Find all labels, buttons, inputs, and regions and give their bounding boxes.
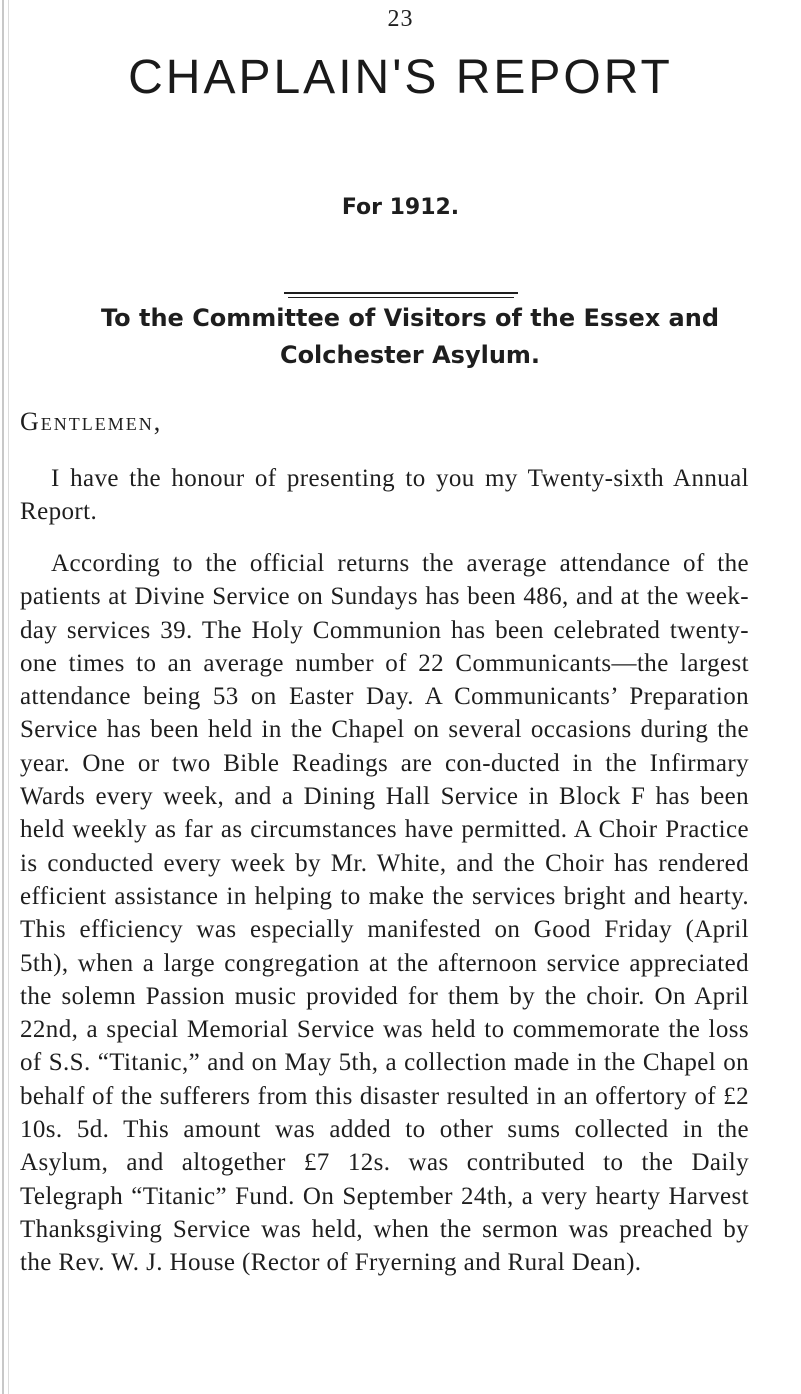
salutation: Gentlemen, [20,407,163,436]
separator-rule-thick [284,292,518,294]
address-line: To the Committee of Visitors of the Essex and Colchester Asylum. [100,304,720,369]
report-title: CHAPLAIN'S REPORT [128,51,673,104]
report-subtitle: For 1912. [341,195,460,220]
page-number: 23 [387,6,414,32]
separator-rule-thin [288,297,514,298]
paragraph-intro: I have the honour of presenting to you my Twenty-sixth Annual Report. [20,465,749,526]
paragraph-body: According to the official returns the average attendance of the patients at Divine Service on Sundays has been 486, and at the week-day services 39. The Holy Communion has been celebrated twenty-one times to an average number of 22 Communicants—the largest attendance being 53 on Easter Day. A Communicants’ Preparation Service has been held in the Chapel on several occasions during the year. One or two Bible Readings are con-ducted in the Infirmary Wards every week, and a Dining Hall Service in Block F has been held weekly as far as circumstances have permitted. A Choir Practice is conducted every week by Mr. White, and the Choir has rendered efficient assistance in helping to make the services bright and hearty. This efficiency was especially manifested on Good Friday (April 5th), when a large congregation at the afternoon service appreciated the solemn Passion music provided for them by the choir. On April 22nd, a special Memorial Service was held to commemorate the loss of S.S. “Titanic,” and on May 5th, a collection made in the Chapel on behalf of the sufferers from this disaster resulted in an offertory of £2 10s. 5d. This amount was added to other sums collected in the Asylum, and altogether £7 12s. was contributed to the Daily Telegraph “Titanic” Fund. On September 24th, a very hearty Harvest Thanksgiving Service was held, when the sermon was preached by the Rev. W. J. House (Rector of Fryerning and Rural Dean). [20,550,749,1277]
